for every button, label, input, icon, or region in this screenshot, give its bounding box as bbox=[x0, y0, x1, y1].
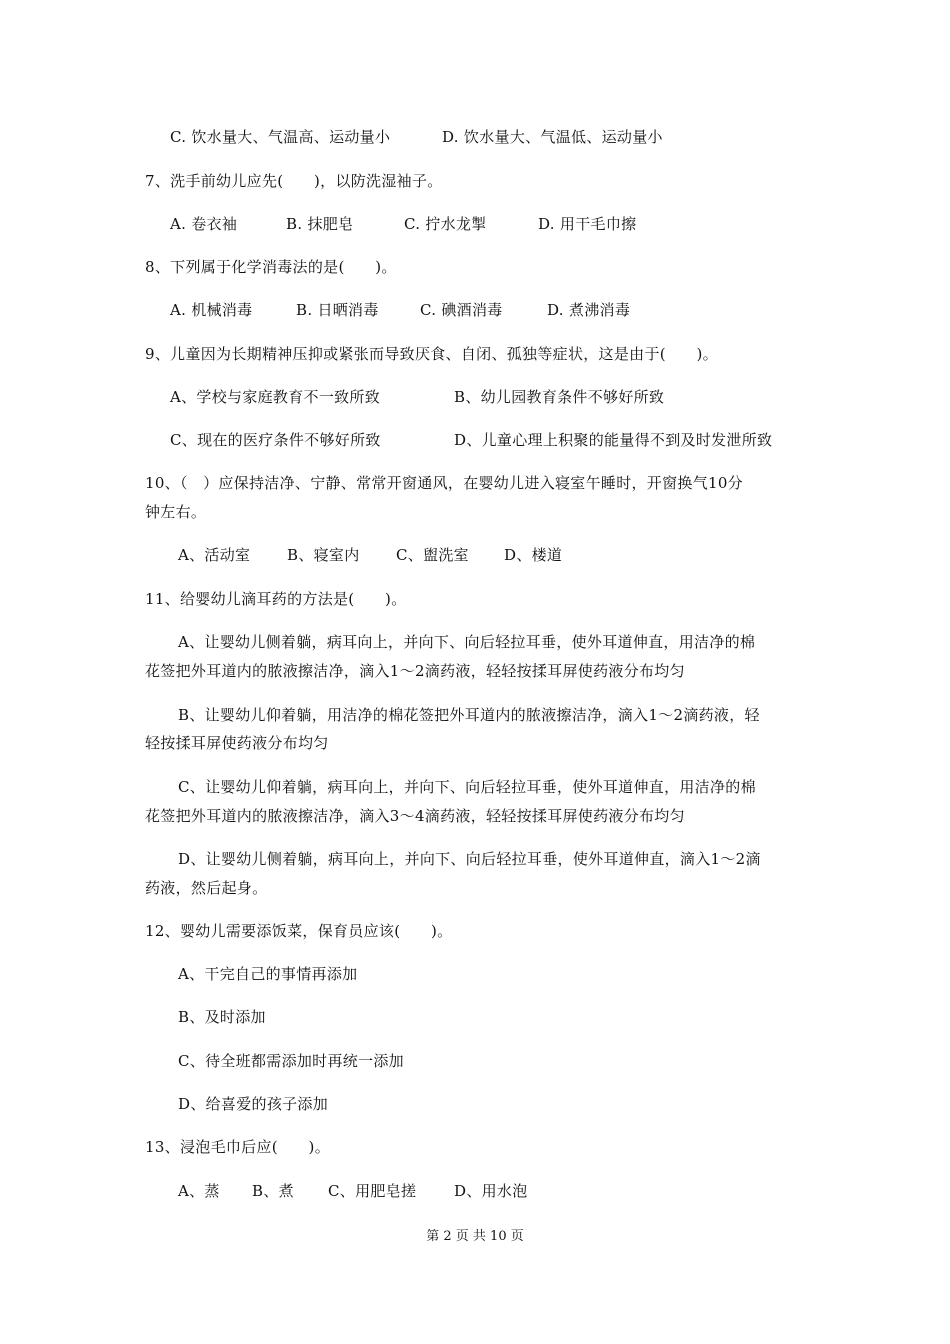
question-11-option-d-line-2: 药液，然后起身。 bbox=[145, 879, 268, 897]
question-11-option-a-line-2: 花签把外耳道内的脓液擦洁净，滴入1～2滴药液，轻轻按揉耳屏使药液分布均匀 bbox=[145, 662, 685, 680]
question-12-option-b: B、及时添加 bbox=[178, 1008, 266, 1026]
question-10-option-b: B、寝室内 bbox=[287, 546, 360, 564]
question-13-option-a: A、蒸 bbox=[178, 1182, 220, 1200]
question-12-option-d: D、给喜爱的孩子添加 bbox=[178, 1095, 329, 1113]
question-12-stem: 12、婴幼儿需要添饭菜，保育员应该( )。 bbox=[145, 922, 453, 940]
question-13-option-c: C、用肥皂搓 bbox=[328, 1182, 417, 1200]
question-9-option-c: C、现在的医疗条件不够好所致 bbox=[170, 431, 381, 449]
question-10-stem-line-2: 钟左右。 bbox=[145, 503, 207, 521]
question-9-option-d: D、儿童心理上积聚的能量得不到及时发泄所致 bbox=[454, 431, 773, 449]
question-7-option-b: B. 抹肥皂 bbox=[286, 215, 354, 233]
question-13-stem: 13、浸泡毛巾后应( )。 bbox=[145, 1138, 330, 1156]
question-7-option-d: D. 用干毛巾擦 bbox=[538, 215, 637, 233]
page-footer: 第 2 页 共 10 页 bbox=[426, 1229, 524, 1244]
question-9-stem: 9、儿童因为长期精神压抑或紧张而导致厌食、自闭、孤独等症状，这是由于( )。 bbox=[145, 345, 718, 363]
question-8-option-d: D. 煮沸消毒 bbox=[547, 301, 631, 319]
question-10-option-d: D、楼道 bbox=[504, 546, 563, 564]
question-8-option-b: B. 日晒消毒 bbox=[296, 301, 379, 319]
question-9-option-a: A、学校与家庭教育不一致所致 bbox=[170, 388, 381, 406]
question-9-option-b: B、幼儿园教育条件不够好所致 bbox=[454, 388, 665, 406]
question-10-option-a: A、活动室 bbox=[178, 546, 251, 564]
question-11-option-d-line-1: D、让婴幼儿侧着躺，病耳向上，并向下、向后轻拉耳垂，使外耳道伸直，滴入1～2滴 bbox=[178, 850, 761, 868]
question-8-option-c: C. 碘酒消毒 bbox=[420, 301, 503, 319]
question-11-option-b-line-2: 轻按揉耳屏使药液分布均匀 bbox=[145, 734, 329, 752]
question-12-option-a: A、干完自己的事情再添加 bbox=[178, 965, 358, 983]
question-7-option-a: A. 卷衣袖 bbox=[170, 215, 238, 233]
question-11-option-c-line-1: C、让婴幼儿仰着躺，病耳向上，并向下、向后轻拉耳垂，使外耳道伸直，用洁净的棉 bbox=[178, 778, 756, 796]
question-8-stem: 8、下列属于化学消毒法的是( )。 bbox=[145, 258, 397, 276]
question-11-option-b-line-1: B、让婴幼儿仰着躺，用洁净的棉花签把外耳道内的脓液擦洁净，滴入1～2滴药液，轻 bbox=[178, 706, 760, 724]
question-10-option-c: C、盥洗室 bbox=[396, 546, 469, 564]
question-7-option-c: C. 拧水龙掣 bbox=[404, 215, 487, 233]
question-8-option-a: A. 机械消毒 bbox=[170, 301, 253, 319]
question-12-option-c: C、待全班都需添加时再统一添加 bbox=[178, 1052, 404, 1070]
question-11-option-a-line-1: A、让婴幼儿侧着躺，病耳向上，并向下、向后轻拉耳垂，使外耳道伸直，用洁净的棉 bbox=[178, 633, 756, 651]
option-d: D. 饮水量大、气温低、运动量小 bbox=[442, 128, 663, 146]
question-13-option-d: D、用水泡 bbox=[454, 1182, 528, 1200]
option-c: C. 饮水量大、气温高、运动量小 bbox=[170, 128, 391, 146]
question-11-option-c-line-2: 花签把外耳道内的脓液擦洁净，滴入3～4滴药液，轻轻按揉耳屏使药液分布均匀 bbox=[145, 807, 685, 825]
question-10-stem-line-1: 10、（ ）应保持洁净、宁静、常常开窗通风，在婴幼儿进入寝室午睡时，开窗换气10分 bbox=[145, 474, 743, 492]
question-7-stem: 7、洗手前幼儿应先( )，以防洗湿袖子。 bbox=[145, 172, 443, 190]
question-13-option-b: B、煮 bbox=[252, 1182, 294, 1200]
question-11-stem: 11、给婴幼儿滴耳药的方法是( )。 bbox=[145, 590, 407, 608]
